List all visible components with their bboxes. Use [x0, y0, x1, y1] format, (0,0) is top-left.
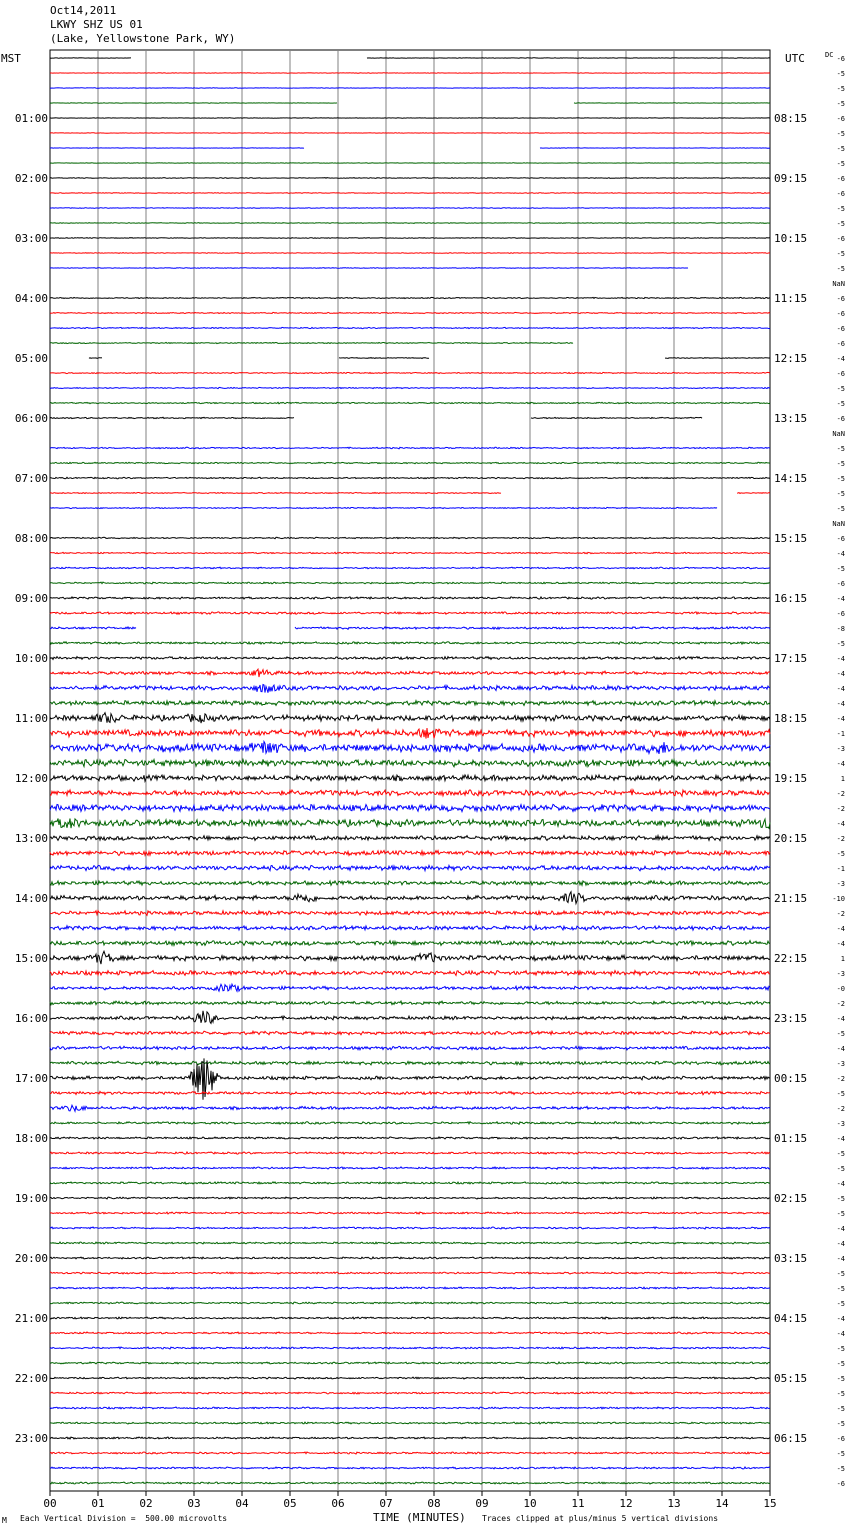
dc-offset-label: -6	[836, 190, 845, 198]
seismic-trace	[50, 1197, 770, 1199]
seismic-trace	[50, 1122, 770, 1125]
dc-offset-label: -8	[836, 625, 845, 633]
hour-label-left: 03:00	[14, 232, 48, 245]
x-axis-title: TIME (MINUTES)	[373, 1511, 466, 1524]
dc-offset-label: -4	[836, 595, 845, 603]
dc-offset-label: -5	[836, 1345, 845, 1353]
hour-label-right: 00:15	[774, 1072, 808, 1085]
dc-offset-label: -5	[836, 1090, 845, 1098]
seismic-trace	[50, 627, 770, 630]
seismic-trace	[50, 951, 770, 964]
hour-label-right: 10:15	[774, 232, 808, 245]
hour-label-left: 22:00	[14, 1372, 48, 1385]
dc-offset-label: 1	[840, 955, 845, 963]
hour-label-right: 18:15	[774, 712, 808, 725]
dc-offset-label: -0	[836, 985, 845, 993]
hour-label-right: 20:15	[774, 832, 808, 845]
seismic-trace	[50, 1302, 770, 1304]
seismic-trace	[50, 163, 770, 164]
seismic-trace	[50, 297, 770, 298]
seismic-trace	[50, 1257, 770, 1259]
dc-offset-header: DC	[825, 51, 834, 59]
dc-offset-label: -2	[836, 790, 845, 798]
x-tick-label: 01	[91, 1497, 105, 1510]
seismic-trace	[50, 1467, 770, 1469]
seismic-trace	[50, 657, 770, 660]
dc-offset-label: -4	[836, 655, 845, 663]
seismic-trace	[50, 612, 770, 614]
x-tick-label: 05	[283, 1497, 297, 1510]
dc-offset-label: -5	[836, 1390, 845, 1398]
dc-offset-label: -5	[836, 1465, 845, 1473]
dc-offset-label: -5	[836, 1270, 845, 1278]
seismic-trace	[50, 537, 770, 539]
seismic-trace	[50, 73, 770, 74]
dc-offset-label: -5	[836, 565, 845, 573]
dc-offset-label: -6	[836, 610, 845, 618]
hour-label-right: 02:15	[774, 1192, 808, 1205]
x-tick-label: 02	[139, 1497, 153, 1510]
hour-label-right: 16:15	[774, 592, 808, 605]
seismic-trace	[50, 1091, 770, 1094]
seismic-trace	[50, 1137, 770, 1139]
dc-offset-label: -5	[836, 1450, 845, 1458]
dc-offset-label: -4	[836, 550, 845, 558]
dc-offset-label: -5	[836, 205, 845, 213]
seismic-trace	[50, 477, 770, 478]
hour-label-left: 07:00	[14, 472, 48, 485]
dc-offset-label: -5	[836, 505, 845, 513]
seismic-trace	[50, 941, 770, 946]
hour-label-right: 22:15	[774, 952, 808, 965]
seismic-trace	[50, 713, 770, 723]
dc-offset-label: -6	[836, 1480, 845, 1488]
x-tick-label: 00	[43, 1497, 57, 1510]
seismic-trace	[89, 358, 770, 359]
hour-label-right: 21:15	[774, 892, 808, 905]
hour-label-right: 12:15	[774, 352, 808, 365]
hour-label-left: 06:00	[14, 412, 48, 425]
seismic-trace	[50, 892, 770, 904]
hour-label-right: 13:15	[774, 412, 808, 425]
dc-offset-label: -5	[836, 1195, 845, 1203]
dc-offset-label: -5	[836, 490, 845, 498]
dc-offset-label: -6	[836, 55, 845, 63]
x-tick-label: 13	[667, 1497, 681, 1510]
hour-label-left: 19:00	[14, 1192, 48, 1205]
seismic-trace	[50, 1105, 770, 1111]
seismic-trace	[50, 208, 770, 209]
seismic-trace	[50, 552, 770, 554]
seismic-trace	[50, 372, 770, 373]
dc-offset-label: -6	[836, 310, 845, 318]
plot-frame	[50, 50, 770, 1491]
seismic-trace	[50, 567, 770, 569]
hour-label-left: 02:00	[14, 172, 48, 185]
hour-label-left: 09:00	[14, 592, 48, 605]
right-timezone-label: UTC	[785, 52, 805, 65]
dc-offset-label: -5	[836, 850, 845, 858]
dc-offset-label: -1	[836, 865, 845, 873]
seismic-trace	[50, 1482, 770, 1484]
seismic-trace	[50, 223, 770, 224]
seismic-trace	[50, 238, 770, 239]
dc-offset-label: -6	[836, 370, 845, 378]
seismic-trace	[50, 728, 770, 739]
hour-label-right: 14:15	[774, 472, 808, 485]
dc-offset-label: -1	[836, 730, 845, 738]
hour-label-left: 13:00	[14, 832, 48, 845]
seismic-trace	[50, 775, 770, 781]
chart-date: Oct14,2011	[50, 4, 117, 17]
dc-offset-label: -4	[836, 1315, 845, 1323]
seismic-trace	[50, 1362, 770, 1364]
seismic-trace	[50, 685, 770, 693]
dc-offset-label: -2	[836, 1000, 845, 1008]
hour-label-left: 21:00	[14, 1312, 48, 1325]
dc-offset-label: -5	[836, 460, 845, 468]
seismic-trace	[50, 911, 770, 916]
hour-label-left: 17:00	[14, 1072, 48, 1085]
dc-offset-label: -4	[836, 925, 845, 933]
dc-offset-label: -5	[836, 1210, 845, 1218]
dc-offset-label: -5	[836, 1420, 845, 1428]
x-tick-label: 14	[715, 1497, 729, 1510]
clip-note: Traces clipped at plus/minus 5 vertical divisions	[482, 1514, 719, 1523]
seismic-trace	[50, 642, 770, 644]
dc-offset-label: -5	[836, 1165, 845, 1173]
dc-offset-label: -5	[836, 1405, 845, 1413]
dc-offset-label: -4	[836, 715, 845, 723]
dc-offset-label: -6	[836, 295, 845, 303]
hour-label-left: 14:00	[14, 892, 48, 905]
hour-label-right: 15:15	[774, 532, 808, 545]
seismic-trace	[50, 1287, 770, 1289]
dc-offset-label: -4	[836, 1015, 845, 1023]
dc-offset-label: -5	[836, 1285, 845, 1293]
dc-offset-label: -6	[836, 175, 845, 183]
x-tick-label: 11	[571, 1497, 585, 1510]
x-tick-label: 15	[763, 1497, 777, 1510]
dc-offset-label: -5	[836, 85, 845, 93]
dc-offset-label: -3	[836, 745, 845, 753]
seismic-trace	[50, 701, 770, 706]
hour-label-right: 19:15	[774, 772, 808, 785]
dc-offset-label: -5	[836, 250, 845, 258]
seismic-trace	[50, 1227, 770, 1229]
hour-label-right: 11:15	[774, 292, 808, 305]
scale-note: Each Vertical Division = 500.00 microvolts	[20, 1514, 228, 1523]
seismic-trace	[50, 582, 770, 584]
seismic-trace	[50, 1422, 770, 1424]
dc-offset-label: -6	[836, 325, 845, 333]
hour-label-left: 01:00	[14, 112, 48, 125]
dc-offset-label: -6	[836, 580, 845, 588]
dc-offset-label: -6	[836, 535, 845, 543]
dc-offset-label: -4	[836, 1045, 845, 1053]
dc-offset-label: -5	[836, 400, 845, 408]
dc-offset-label: -5	[836, 1300, 845, 1308]
seismic-trace	[50, 759, 770, 766]
hour-label-left: 20:00	[14, 1252, 48, 1265]
dc-offset-label: -4	[836, 685, 845, 693]
seismic-trace	[50, 819, 770, 829]
dc-offset-label: -6	[836, 415, 845, 423]
dc-offset-label: -4	[836, 1240, 845, 1248]
x-tick-label: 03	[187, 1497, 201, 1510]
seismic-trace	[50, 1392, 770, 1394]
dc-offset-label: -5	[836, 265, 845, 273]
hour-label-left: 04:00	[14, 292, 48, 305]
x-tick-label: 10	[523, 1497, 537, 1510]
dc-offset-label: 1	[840, 775, 845, 783]
dc-offset-label: -4	[836, 1225, 845, 1233]
dc-offset-label: -4	[836, 1180, 845, 1188]
x-tick-label: 04	[235, 1497, 249, 1510]
x-tick-label: 08	[427, 1497, 441, 1510]
seismic-trace	[50, 1031, 770, 1035]
dc-offset-label: -5	[836, 100, 845, 108]
seismic-trace	[50, 1212, 770, 1214]
dc-offset-label: -4	[836, 820, 845, 828]
station-code: LKWY SHZ US 01	[50, 18, 143, 31]
seismic-trace	[50, 253, 770, 254]
seismic-trace	[50, 1046, 770, 1050]
hour-label-right: 04:15	[774, 1312, 808, 1325]
hour-label-left: 23:00	[14, 1432, 48, 1445]
seismic-trace	[50, 1152, 770, 1154]
seismic-trace	[50, 1317, 770, 1319]
seismic-trace	[50, 1167, 770, 1169]
dc-offset-label: -5	[836, 475, 845, 483]
dc-offset-label: -5	[836, 130, 845, 138]
seismic-trace	[50, 462, 770, 463]
seismic-trace	[50, 1272, 770, 1274]
dc-offset-label: NaN	[832, 520, 845, 528]
x-tick-label: 12	[619, 1497, 633, 1510]
seismic-trace	[50, 804, 770, 811]
dc-offset-label: -4	[836, 1135, 845, 1143]
seismic-trace	[50, 1347, 770, 1349]
dc-offset-label: -6	[836, 235, 845, 243]
seismic-trace	[50, 1332, 770, 1334]
seismic-trace	[50, 1011, 770, 1024]
seismic-trace	[50, 881, 770, 886]
dc-offset-label: -3	[836, 1120, 845, 1128]
dc-offset-label: -5	[836, 70, 845, 78]
dc-offset-label: -5	[836, 640, 845, 648]
seismic-trace	[50, 984, 770, 991]
hour-label-right: 03:15	[774, 1252, 808, 1265]
dc-offset-label: -4	[836, 670, 845, 678]
dc-offset-label: -4	[836, 700, 845, 708]
hour-label-right: 17:15	[774, 652, 808, 665]
seismic-trace	[50, 790, 770, 796]
seismic-trace	[50, 417, 702, 418]
corner-mark: M	[2, 1516, 7, 1525]
dc-offset-label: NaN	[832, 280, 845, 288]
seismic-trace	[50, 148, 770, 149]
seismic-trace	[50, 342, 573, 343]
dc-offset-label: -4	[836, 940, 845, 948]
seismic-trace	[50, 851, 770, 856]
seismic-trace	[50, 133, 770, 134]
seismic-trace	[50, 507, 717, 508]
seismic-trace	[50, 1182, 770, 1184]
dc-offset-label: NaN	[832, 430, 845, 438]
seismic-trace	[50, 193, 770, 194]
seismic-trace	[50, 492, 770, 493]
seismic-trace	[50, 971, 770, 976]
hour-label-left: 12:00	[14, 772, 48, 785]
dc-offset-label: -5	[836, 160, 845, 168]
left-timezone-label: MST	[1, 52, 21, 65]
dc-offset-label: -2	[836, 805, 845, 813]
seismic-trace	[50, 88, 770, 89]
seismic-trace	[50, 327, 770, 328]
seismic-trace	[50, 669, 770, 677]
hour-label-left: 10:00	[14, 652, 48, 665]
dc-offset-label: -4	[836, 355, 845, 363]
hour-label-right: 23:15	[774, 1012, 808, 1025]
dc-offset-label: -5	[836, 1375, 845, 1383]
hour-label-right: 08:15	[774, 112, 808, 125]
seismic-trace	[50, 1407, 770, 1409]
seismic-trace	[50, 597, 770, 599]
hour-label-left: 15:00	[14, 952, 48, 965]
dc-offset-label: -3	[836, 1060, 845, 1068]
seismic-trace	[50, 312, 770, 313]
hour-label-left: 18:00	[14, 1132, 48, 1145]
dc-offset-label: -4	[836, 760, 845, 768]
seismic-trace	[50, 836, 770, 841]
dc-offset-label: -2	[836, 1105, 845, 1113]
x-tick-label: 09	[475, 1497, 489, 1510]
seismic-trace	[50, 1061, 770, 1065]
seismic-trace	[50, 865, 770, 870]
x-tick-label: 07	[379, 1497, 393, 1510]
seismic-trace	[50, 1001, 770, 1005]
hour-label-right: 09:15	[774, 172, 808, 185]
seismic-trace	[50, 178, 770, 179]
dc-offset-label: -4	[836, 1255, 845, 1263]
seismic-trace	[50, 1437, 770, 1439]
dc-offset-label: -5	[836, 1150, 845, 1158]
hour-label-left: 05:00	[14, 352, 48, 365]
hour-label-right: 05:15	[774, 1372, 808, 1385]
seismic-trace	[50, 1242, 770, 1244]
dc-offset-label: -5	[836, 1030, 845, 1038]
dc-offset-label: -5	[836, 445, 845, 453]
hour-label-left: 11:00	[14, 712, 48, 725]
seismic-trace	[50, 268, 688, 269]
seismic-trace	[50, 926, 770, 930]
dc-offset-label: -5	[836, 1360, 845, 1368]
seismic-trace	[50, 387, 770, 388]
seismic-trace	[50, 1377, 770, 1379]
dc-offset-label: -2	[836, 1075, 845, 1083]
seismic-trace	[50, 742, 770, 754]
dc-offset-label: -3	[836, 970, 845, 978]
x-tick-label: 06	[331, 1497, 345, 1510]
dc-offset-label: -3	[836, 880, 845, 888]
dc-offset-label: -5	[836, 385, 845, 393]
seismic-trace	[50, 447, 770, 449]
seismic-trace	[50, 1452, 770, 1454]
dc-offset-label: -5	[836, 145, 845, 153]
dc-offset-label: -4	[836, 1330, 845, 1338]
seismic-trace	[50, 402, 770, 404]
hour-label-left: 08:00	[14, 532, 48, 545]
hour-label-right: 01:15	[774, 1132, 808, 1145]
dc-offset-label: -2	[836, 835, 845, 843]
dc-offset-label: -6	[836, 1435, 845, 1443]
station-location: (Lake, Yellowstone Park, WY)	[50, 32, 236, 45]
dc-offset-label: -6	[836, 340, 845, 348]
dc-offset-label: -5	[836, 220, 845, 228]
hour-label-left: 16:00	[14, 1012, 48, 1025]
dc-offset-label: -10	[832, 895, 845, 903]
dc-offset-label: -6	[836, 115, 845, 123]
dc-offset-label: -2	[836, 910, 845, 918]
hour-label-right: 06:15	[774, 1432, 808, 1445]
